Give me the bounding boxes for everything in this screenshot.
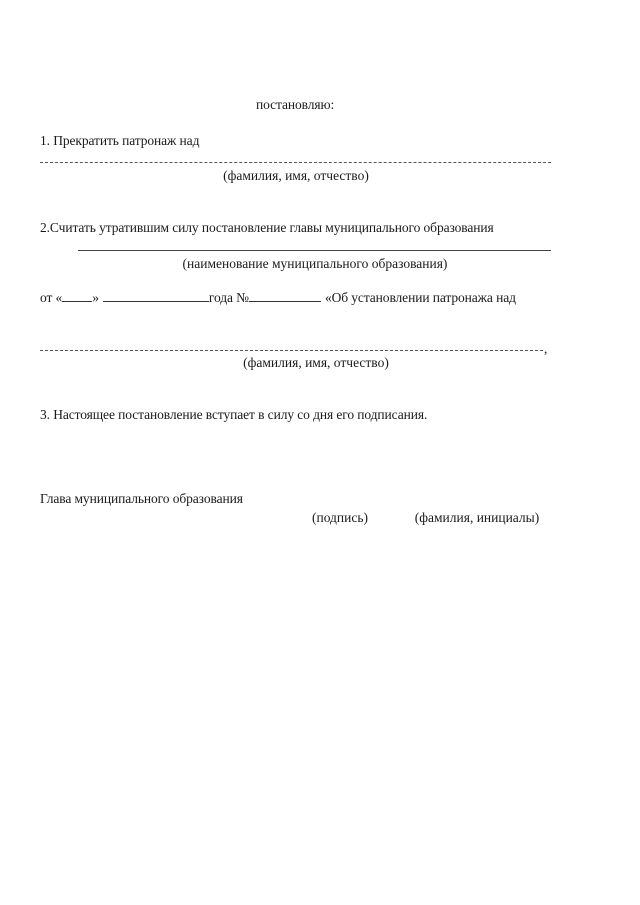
date-from-label: от «	[40, 290, 63, 305]
item-3-text: 3. Настоящее постановление вступает в силу со дня его подписания.	[40, 407, 428, 422]
number-blank	[249, 289, 321, 302]
item-2-date-line	[40, 289, 516, 306]
date-quote-close: »	[92, 290, 99, 305]
item-2-municipality-hint: (наименование муниципального образования)	[182, 256, 448, 271]
item-2-municipality-line	[78, 250, 551, 251]
item-2-end-comma: ,	[544, 341, 548, 356]
item-2-text: 2.Считать утратившим силу постановление главы муниципального образования	[40, 220, 494, 235]
item-1-name-hint: (фамилия, имя, отчество)	[223, 168, 369, 183]
item-2-person-hint: (фамилия, имя, отчество)	[243, 355, 389, 370]
decree-heading: постановляю:	[256, 97, 335, 112]
item-1-name-line	[40, 162, 551, 163]
year-number-label: года №	[208, 290, 249, 305]
signature-name-hint: (фамилия, инициалы)	[414, 510, 540, 525]
signature-title: Глава муниципального образования	[40, 491, 243, 506]
day-blank	[62, 289, 92, 302]
item-2-person-line	[40, 350, 543, 351]
signature-sign-hint: (подпись)	[311, 510, 369, 525]
item-1-text: 1. Прекратить патронаж над	[40, 133, 200, 148]
month-blank	[103, 289, 209, 302]
decree-title-start: «Об установлении патронажа над	[324, 290, 516, 305]
